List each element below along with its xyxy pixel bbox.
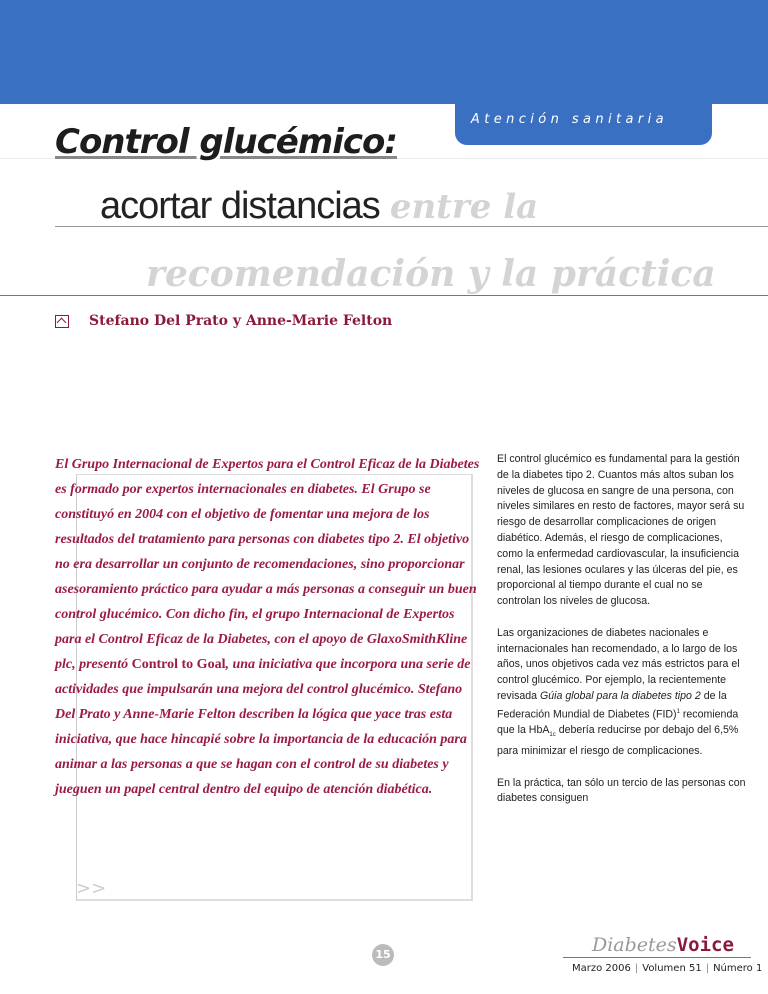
logo-text: Diabetes	[592, 934, 677, 956]
paragraph: En la práctica, tan sólo un tercio de las personas con diabetes consiguen	[497, 776, 746, 805]
author-names: Stefano Del Prato y Anne-Marie Felton	[89, 313, 393, 329]
issue-month: Marzo 2006	[572, 963, 631, 974]
diabetes-voice-logo	[592, 934, 734, 957]
continue-marker: >>	[76, 878, 107, 899]
authors-block	[55, 313, 392, 329]
intro-part: , una iniciativa que incorpora una serie de actividades que impulsarán una mejora del control glucémico. Stefano Del Prato y Anne-Marie Felton describen la lógica que yace tras esta iniciativa, que hace hincapié sobre la importancia de la educación para animar a las personas a que se hagan con el control de su diabetes y jueguen un papel central dentro del equipo de atención diabética.	[55, 657, 471, 797]
article-title: Control glucémico:	[55, 122, 397, 162]
subscript: 1c	[549, 732, 556, 739]
issue-number: Número 1	[713, 963, 763, 974]
divider	[0, 295, 768, 296]
logo-rule	[563, 957, 751, 958]
cited-title: Gúia global para la diabetes tipo 2	[540, 689, 701, 702]
logo-text: Voice	[676, 934, 734, 956]
subtitle-dark: acortar distancias	[100, 185, 380, 227]
mail-icon	[55, 315, 69, 328]
text: recomienda que la HbA	[497, 708, 739, 737]
subtitle-line-1	[100, 186, 538, 227]
page-number: 15	[372, 944, 394, 966]
separator: |	[705, 963, 710, 974]
issue-info	[572, 962, 762, 976]
brand-name: Control to Goal	[131, 657, 226, 672]
text: Las organizaciones de diabetes nacionales e internacionales han recomendado, a lo largo de los años, unos objetivos cada vez más estrictos para el control glucémico. Por ejemplo, la recientemente revisada	[497, 626, 740, 702]
text: de la Federación Mundial de Diabetes (FID)	[497, 689, 727, 721]
paragraph	[497, 626, 749, 760]
issue-volume: Volumen 51	[642, 963, 702, 974]
intro-part: El Grupo Internacional de Expertos para el Control Eficaz de la Diabetes es formado por expertos internacionales en diabetes. El Grupo se constituyó en 2004 con el objetivo de fomentar una mejora de los resultados del tratamiento para personas con diabetes tipo 2. El objetivo no era desarrollar un conjunto de recomendaciones, sino proporcionar asesoramiento práctico para ayudar a más personas a conseguir un buen control glucémico. Con dicho fin, el grupo Internacional de Expertos para el Control Eficaz de la Diabetes, con el apoyo de GlaxoSmithKline plc, presentó	[55, 457, 480, 672]
text: debería reducirse por debajo del 6,5% para minimizar el riesgo de complicaciones.	[497, 724, 739, 757]
header-bar	[0, 0, 768, 104]
section-label: Atención sanitaria	[470, 112, 668, 127]
intro-text	[55, 452, 480, 802]
subtitle-light: entre la	[389, 187, 539, 227]
reference: 1	[676, 708, 680, 715]
section-tab	[455, 100, 712, 145]
separator: |	[634, 963, 639, 974]
subtitle-line-2: recomendación y la práctica	[146, 253, 716, 295]
body-column	[497, 452, 749, 823]
paragraph: El control glucémico es fundamental para la gestión de la diabetes tipo 2. Cuantos más altos suban los niveles de glucosa en sangre de una persona, con niveles similares en resto de factores, mayor será su riesgo de desarrollar complicaciones de origen diabético. Además, el riesgo de complicaciones, como la enfermedad cardiovascular, la insuficiencia renal, las lesiones oculares y las úlceras del pie, es proporcional al tiempo durante el cual no se controlan los niveles de glucosa.	[497, 453, 745, 608]
